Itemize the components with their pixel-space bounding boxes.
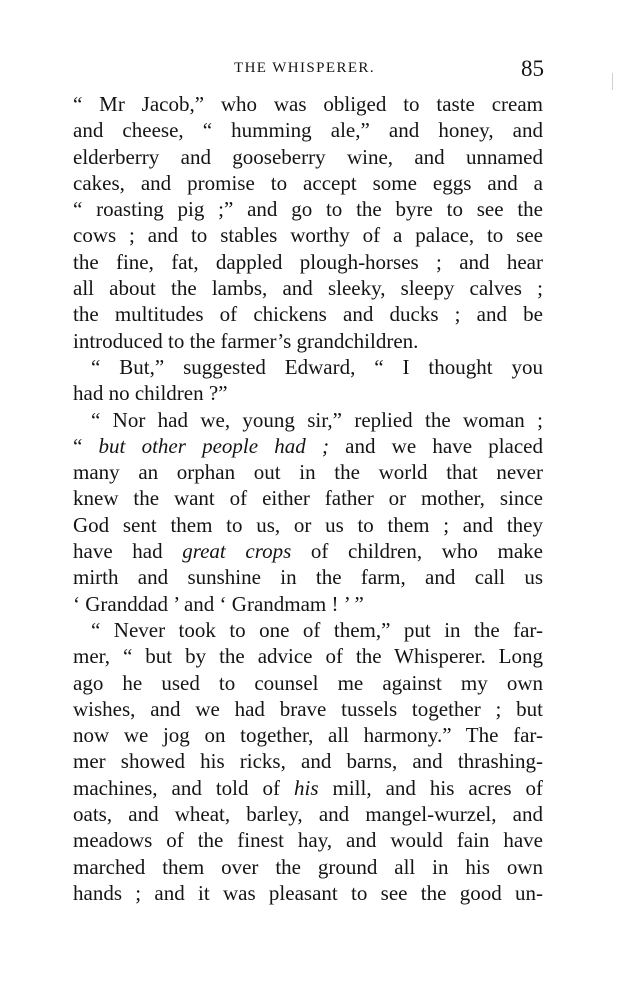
italic-word-his: his [294, 775, 319, 800]
text-line-10: introduced to the farmer’s grandchildren. [73, 328, 419, 353]
italic-phrase-great-crops: great crops [182, 539, 292, 564]
text-line-17: God sent them to us, or us to them ; and they [73, 512, 543, 537]
text-line-9: the multitudes of chickens and ducks ; and be [73, 302, 543, 327]
text-line-23: ago he used to counsel me against my own [73, 670, 543, 695]
body-text [73, 91, 543, 906]
text-line-14-end: and we have placed [328, 433, 544, 458]
text-line-18-end: of children, who make [291, 539, 543, 564]
text-line-30: marched them over the ground all in his own [73, 854, 543, 879]
text-line-20: ‘ Granddad ’ and ‘ Grandmam ! ’ ” [73, 591, 364, 616]
text-line-5: “ roasting pig ;” and go to the byre to see the [73, 197, 543, 222]
text-line-31: hands ; and it was pleasant to see the good un- [73, 880, 543, 905]
text-line-13: “ Nor had we, young sir,” replied the woman ; [91, 407, 543, 432]
text-line-2: and cheese, “ humming ale,” and honey, and [73, 118, 543, 143]
margin-mark [612, 73, 613, 90]
text-line-22: mer, “ but by the advice of the Whisperer. Long [73, 644, 543, 669]
text-line-18-start: have had [73, 539, 183, 564]
text-line-26: mer showed his ricks, and barns, and thrashing- [73, 749, 543, 774]
running-head: THE WHISPERER. [234, 60, 375, 76]
text-line-14-start: “ [73, 433, 99, 458]
text-line-4: cakes, and promise to accept some eggs and a [73, 170, 543, 195]
text-line-8: all about the lambs, and sleeky, sleepy calves ; [73, 276, 543, 301]
italic-phrase-other-people-had: but other people had ; [98, 433, 329, 458]
text-line-6: cows ; and to stables worthy of a palace, to see [73, 223, 543, 248]
text-line-7: the fine, fat, dappled plough-horses ; and hear [73, 249, 543, 274]
text-line-14 [73, 433, 543, 459]
text-line-19: mirth and sunshine in the farm, and call us [73, 565, 543, 590]
text-line-25: now we jog on together, all harmony.” The far- [73, 723, 543, 748]
text-line-11: “ But,” suggested Edward, “ I thought you [91, 354, 543, 379]
text-line-28: oats, and wheat, barley, and mangel-wurzel, and [73, 802, 543, 827]
text-line-24: wishes, and we had brave tussels together ; but [73, 696, 543, 721]
text-line-3: elderberry and gooseberry wine, and unnamed [73, 144, 543, 169]
text-line-21: “ Never took to one of them,” put in the far- [91, 617, 543, 642]
page-header [74, 58, 544, 84]
text-line-18 [73, 538, 543, 564]
text-line-27-end: mill, and his acres of [318, 775, 543, 800]
text-line-27 [73, 775, 543, 801]
text-line-1: “ Mr Jacob,” who was obliged to taste cream [73, 92, 543, 116]
text-line-15: many an orphan out in the world that never [73, 460, 543, 485]
page-number: 85 [521, 56, 544, 81]
text-line-12: had no children ?” [73, 381, 228, 406]
text-line-29: meadows of the finest hay, and would fain have [73, 828, 543, 853]
text-line-27-start: machines, and told of [73, 775, 294, 800]
text-line-16: knew the want of either father or mother, since [73, 486, 543, 511]
